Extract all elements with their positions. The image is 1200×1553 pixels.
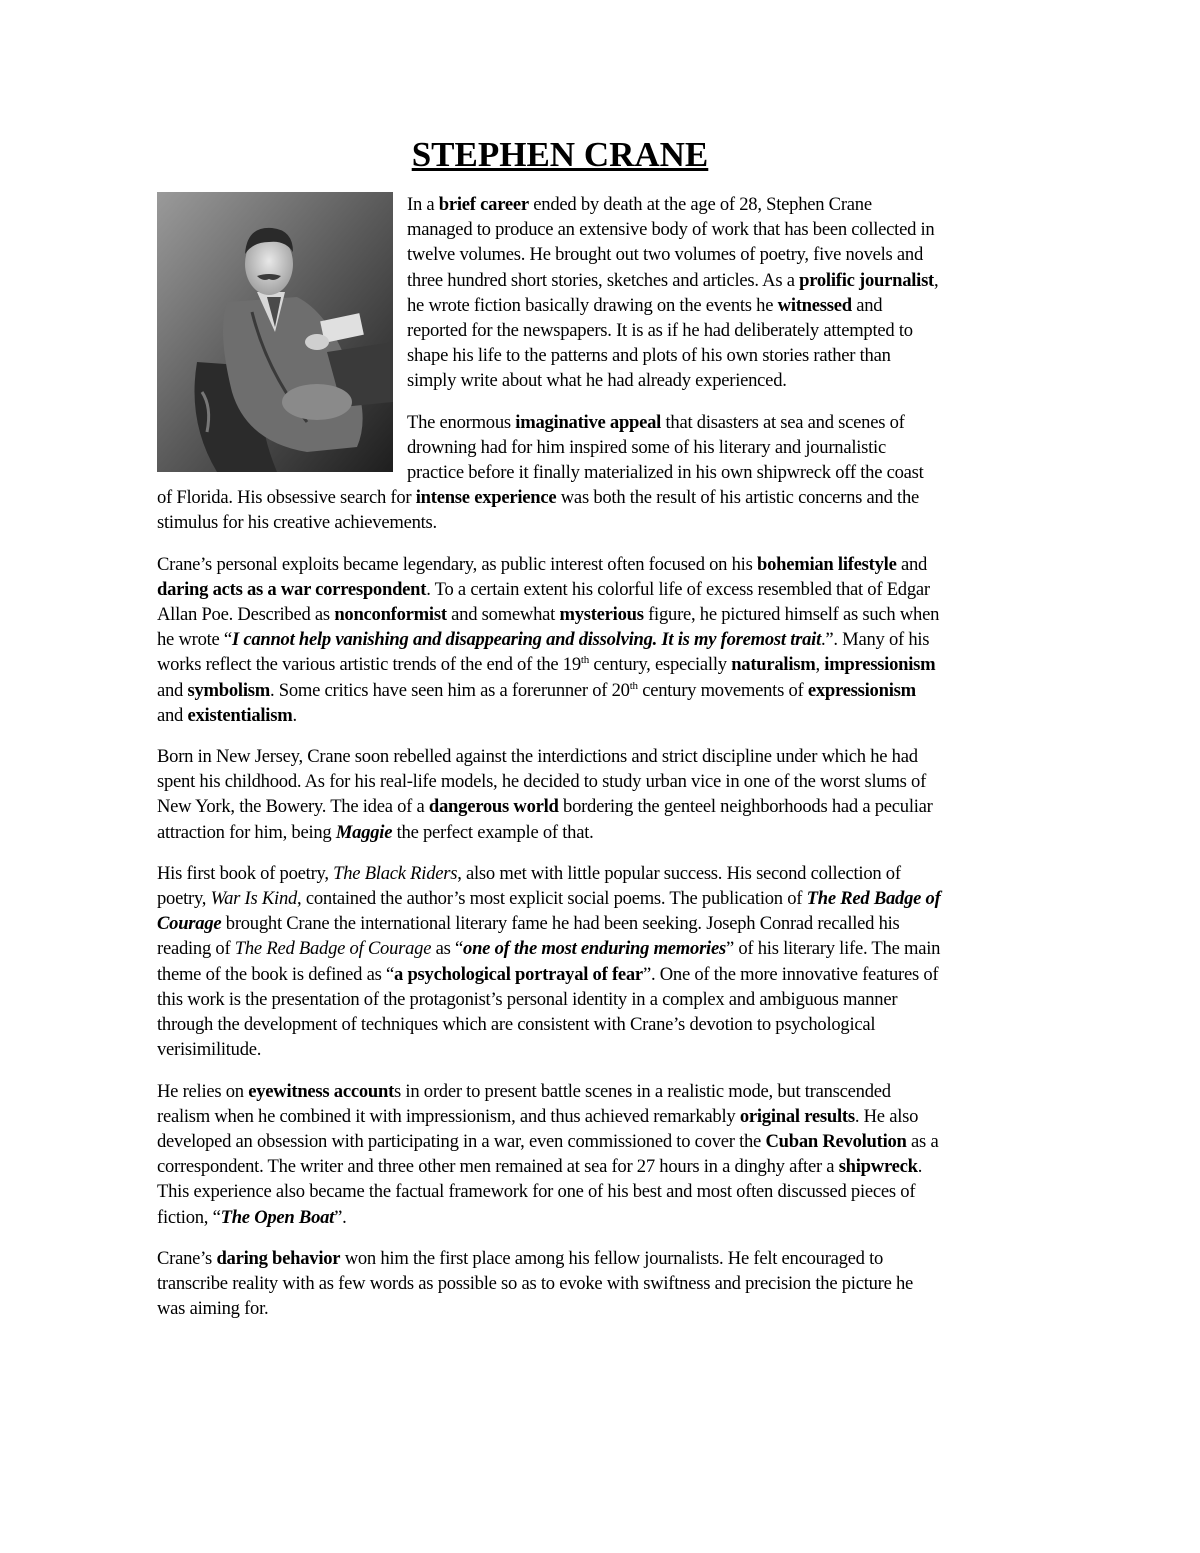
text-run: , he wrote fiction basically drawing on the events he (407, 269, 939, 316)
emphasized-text: naturalism (731, 654, 816, 676)
text-run: . Some critics have seen him as a forerunner of 20 (269, 679, 630, 701)
text-run: s in order to present battle scenes in a realistic mode, but transcended realism when he combined it with impressionism, and thus achieved remarkably (157, 1080, 891, 1127)
document-page (157, 130, 941, 1337)
emphasized-text: one of the most enduring memories (463, 938, 726, 960)
emphasized-text: symbolism (187, 679, 270, 701)
page-title: STEPHEN CRANE (411, 135, 709, 174)
emphasized-text: daring acts as a war correspondent (157, 578, 427, 600)
text-run: century, especially (588, 654, 732, 676)
text-run: . This experience also became the factual framework for one of his best and most often discussed pieces of fiction, “ (157, 1156, 923, 1228)
emphasized-text: existentialism (187, 704, 293, 726)
text-run: . He also developed an obsession with participating in a war, even commissioned to cover the (157, 1105, 919, 1152)
emphasized-text: The Black Riders (333, 862, 458, 884)
text-run: His first book of poetry, (157, 862, 334, 884)
text-run: and reported for the newspapers. It is as if he had deliberately attempted to shape his life to the patterns and plots of his own stories rather than simply write about what he had already experienced. (407, 294, 913, 392)
emphasized-text: th (629, 679, 638, 692)
emphasized-text: brief career (438, 194, 529, 215)
text-run: Crane’s (157, 1247, 217, 1269)
text-run: as “ (431, 938, 464, 960)
text-run: ” of his literary life. The main theme of the book is defined as “ (157, 938, 941, 985)
text-run: In a (407, 194, 439, 215)
emphasized-text: impressionism (824, 654, 936, 676)
paragraph (157, 552, 941, 728)
text-run: , also met with little popular success. His second collection of poetry, (157, 862, 901, 910)
paragraph (157, 1246, 941, 1322)
paragraph (157, 744, 941, 845)
text-run: He relies on (157, 1080, 249, 1102)
emphasized-text: bohemian lifestyle (756, 553, 897, 575)
text-run: Born in New Jersey, Crane soon rebelled against the interdictions and strict discipline under which he had spent his childhood. As for his real-life models, he decided to study urban vice in one of the worst slums of New York, the Bowery. The idea of a (157, 746, 927, 818)
emphasized-text: a psychological portrayal of fear (394, 963, 643, 985)
text-run: , contained the author’s most explicit social poems. The publication of (297, 888, 807, 910)
text-run: that disasters at sea and scenes of drowning had for him inspired some of his literary and journalistic practice before it finally materialized in his own shipwreck off the coast of Florida. His obsessive search for (157, 411, 924, 509)
portrait-photo-icon (157, 192, 393, 472)
text-run: . To a certain extent his colorful life of excess resembled that of Edgar Allan Poe. Described as (157, 578, 930, 626)
text-run: won him the first place among his fellow journalists. He felt encouraged to transcribe reality with as few words as possible so as to evoke with swiftness and precision the picture he was aiming for. (157, 1247, 914, 1320)
emphasized-text: War Is Kind (210, 888, 298, 910)
emphasized-text: original results (739, 1105, 855, 1127)
text-run: bordering the genteel neighborhoods had a peculiar attraction for him, being (157, 796, 933, 843)
text-run: the perfect example of that. (392, 821, 594, 843)
emphasized-text: nonconformist (334, 604, 447, 626)
text-run: was both the result of his artistic concerns and the stimulus for his creative achievements. (157, 487, 920, 534)
text-run: ”. (334, 1206, 347, 1228)
text-run: and somewhat (446, 604, 560, 626)
text-run: Crane’s personal exploits became legendary, as public interest often focused on his (157, 553, 757, 575)
emphasized-text: prolific journalist (799, 269, 935, 291)
emphasized-text: Maggie (335, 821, 393, 843)
author-portrait-image (157, 192, 393, 472)
paragraph (157, 861, 941, 1063)
paragraph (157, 1079, 941, 1230)
text-run: , (815, 654, 825, 676)
text-run: century movements of (637, 679, 808, 701)
text-run: ended by death at the age of 28, Stephen Crane managed to produce an extensive body of work that has been collected in twelve volumes. He brought out two volumes of poetry, five novels and three hundred short stories, sketches and articles. As a (407, 194, 935, 291)
text-run: brought Crane the international literary fame he had been seeking. Joseph Conrad recalled his reading of (157, 913, 900, 960)
emphasized-text: th (580, 654, 589, 667)
emphasized-text: mysterious (559, 604, 644, 626)
emphasized-text: shipwreck (838, 1156, 918, 1178)
emphasized-text: dangerous world (428, 796, 559, 818)
emphasized-text: The Open Boat (220, 1206, 335, 1228)
text-run: as a correspondent. The writer and three other men remained at sea for 27 hours in a dinghy after a (157, 1130, 939, 1178)
text-run: ”. One of the more innovative features of this work is the presentation of the protagonist’s personal identity in a complex and ambiguous manner through the development of techniques which are consistent with Crane’s devotion to psychological verisimilitude. (157, 963, 939, 1061)
emphasized-text: eyewitness account (248, 1080, 395, 1102)
text-run: The enormous (407, 411, 516, 433)
text-run: .”. Many of his works reflect the various artistic trends of the end of the 19 (157, 629, 930, 676)
emphasized-text: Cuban Revolution (765, 1130, 907, 1152)
emphasized-text: I cannot help vanishing and disappearing and dissolving. It is my foremost trait (231, 629, 821, 651)
emphasized-text: expressionism (807, 679, 916, 701)
text-run: and (157, 679, 188, 701)
text-run: and (157, 704, 188, 726)
emphasized-text: daring behavior (216, 1247, 341, 1269)
emphasized-text: imaginative appeal (515, 411, 662, 433)
emphasized-text: intense experience (415, 487, 557, 509)
text-run: figure, he pictured himself as such when he wrote “ (157, 604, 940, 651)
emphasized-text: The Red Badge of Courage (234, 938, 432, 960)
emphasized-text: The Red Badge of Courage (157, 888, 941, 935)
emphasized-text: witnessed (777, 294, 852, 316)
text-run: . (292, 704, 297, 726)
text-run: and (896, 553, 928, 575)
